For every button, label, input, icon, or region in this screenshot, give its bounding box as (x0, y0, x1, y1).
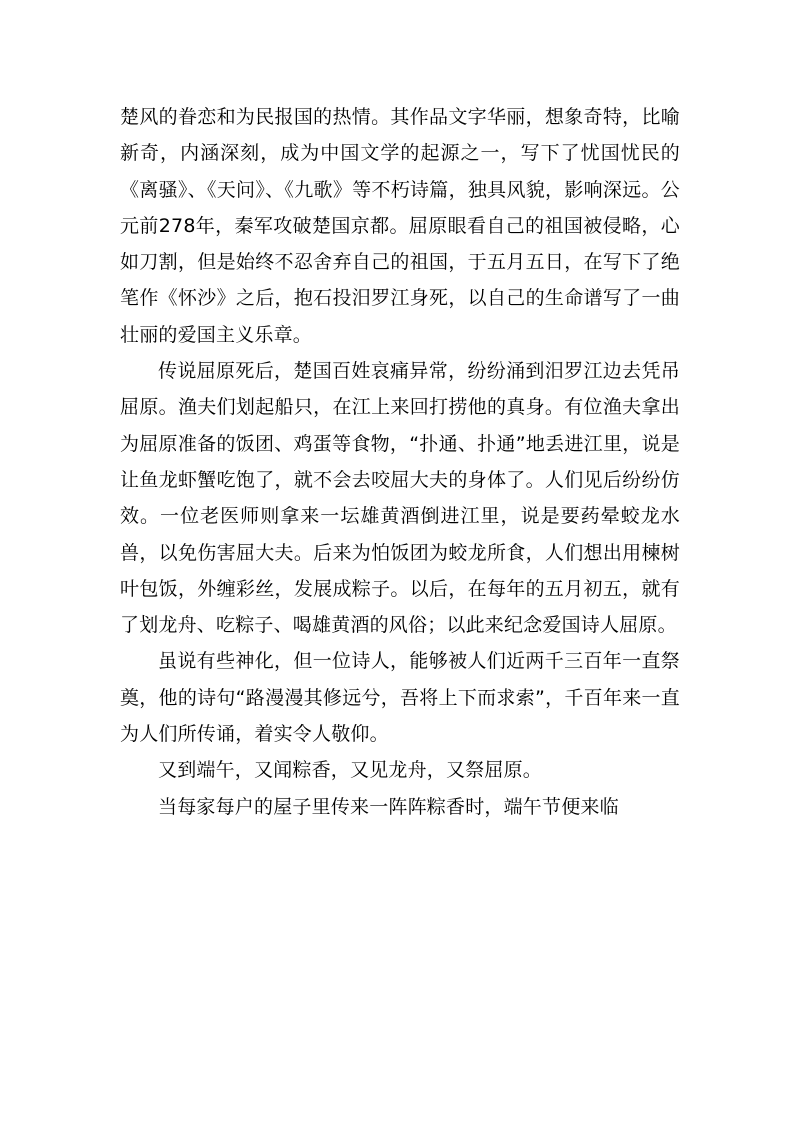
paragraph-legend: 传说屈原死后，楚国百姓哀痛异常，纷纷涌到汨罗江边去凭吊屈原。渔夫们划起船只，在江上来回打捞他的真身。有位渔夫拿出为屈原准备的饭团、鸡蛋等食物，“扑通、扑通”地丢进江里，说是让鱼龙虾蟹吃饱了，就不会去咬屈大夫的身体了。人们见后纷纷仿效。一位老医师则拿来一坛雄黄酒倒进江里，说是要药晕蛟龙水兽，以免伤害屈大夫。后来为怕饭团为蛟龙所食，人们想出用楝树叶包饭，外缠彩丝，发展成粽子。以后，在每年的五月初五，就有了划龙舟、吃粽子、喝雄黄酒的风俗；以此来纪念爱国诗人屈原。 (120, 360, 680, 637)
paragraph-poet-tribute: 虽说有些神化，但一位诗人，能够被人们近两千三百年一直祭奠，他的诗句“路漫漫其修远兮，吾将上下而求索”，千百年来一直为人们所传诵，着实令人敬仰。 (120, 650, 680, 746)
paragraph-qu-yuan-works: 楚风的眷恋和为民报国的热情。其作品文字华丽，想象奇特，比喻新奇，内涵深刻，成为中国文学的起源之一，写下了忧国忧民的《离骚》、《天问》、《九歌》等不朽诗篇，独具风貌，影响深远。公元前278年，秦军攻破楚国京都。屈原眼看自己的祖国被侵略，心如刀割，但是始终不忍舍弃自己的祖国，于五月五日，在写下了绝笔作《怀沙》之后，抱石投汨罗江身死，以自己的生命谱写了一曲壮丽的爱国主义乐章。 (120, 106, 680, 346)
paragraph-zongzi-aroma: 当每家每户的屋子里传来一阵阵粽香时，端午节便来临 (158, 795, 619, 818)
body-text (120, 99, 680, 825)
paragraph-dragon-boat: 又到端午，又闻粽香，又见龙舟，又祭屈原。 (158, 759, 543, 782)
